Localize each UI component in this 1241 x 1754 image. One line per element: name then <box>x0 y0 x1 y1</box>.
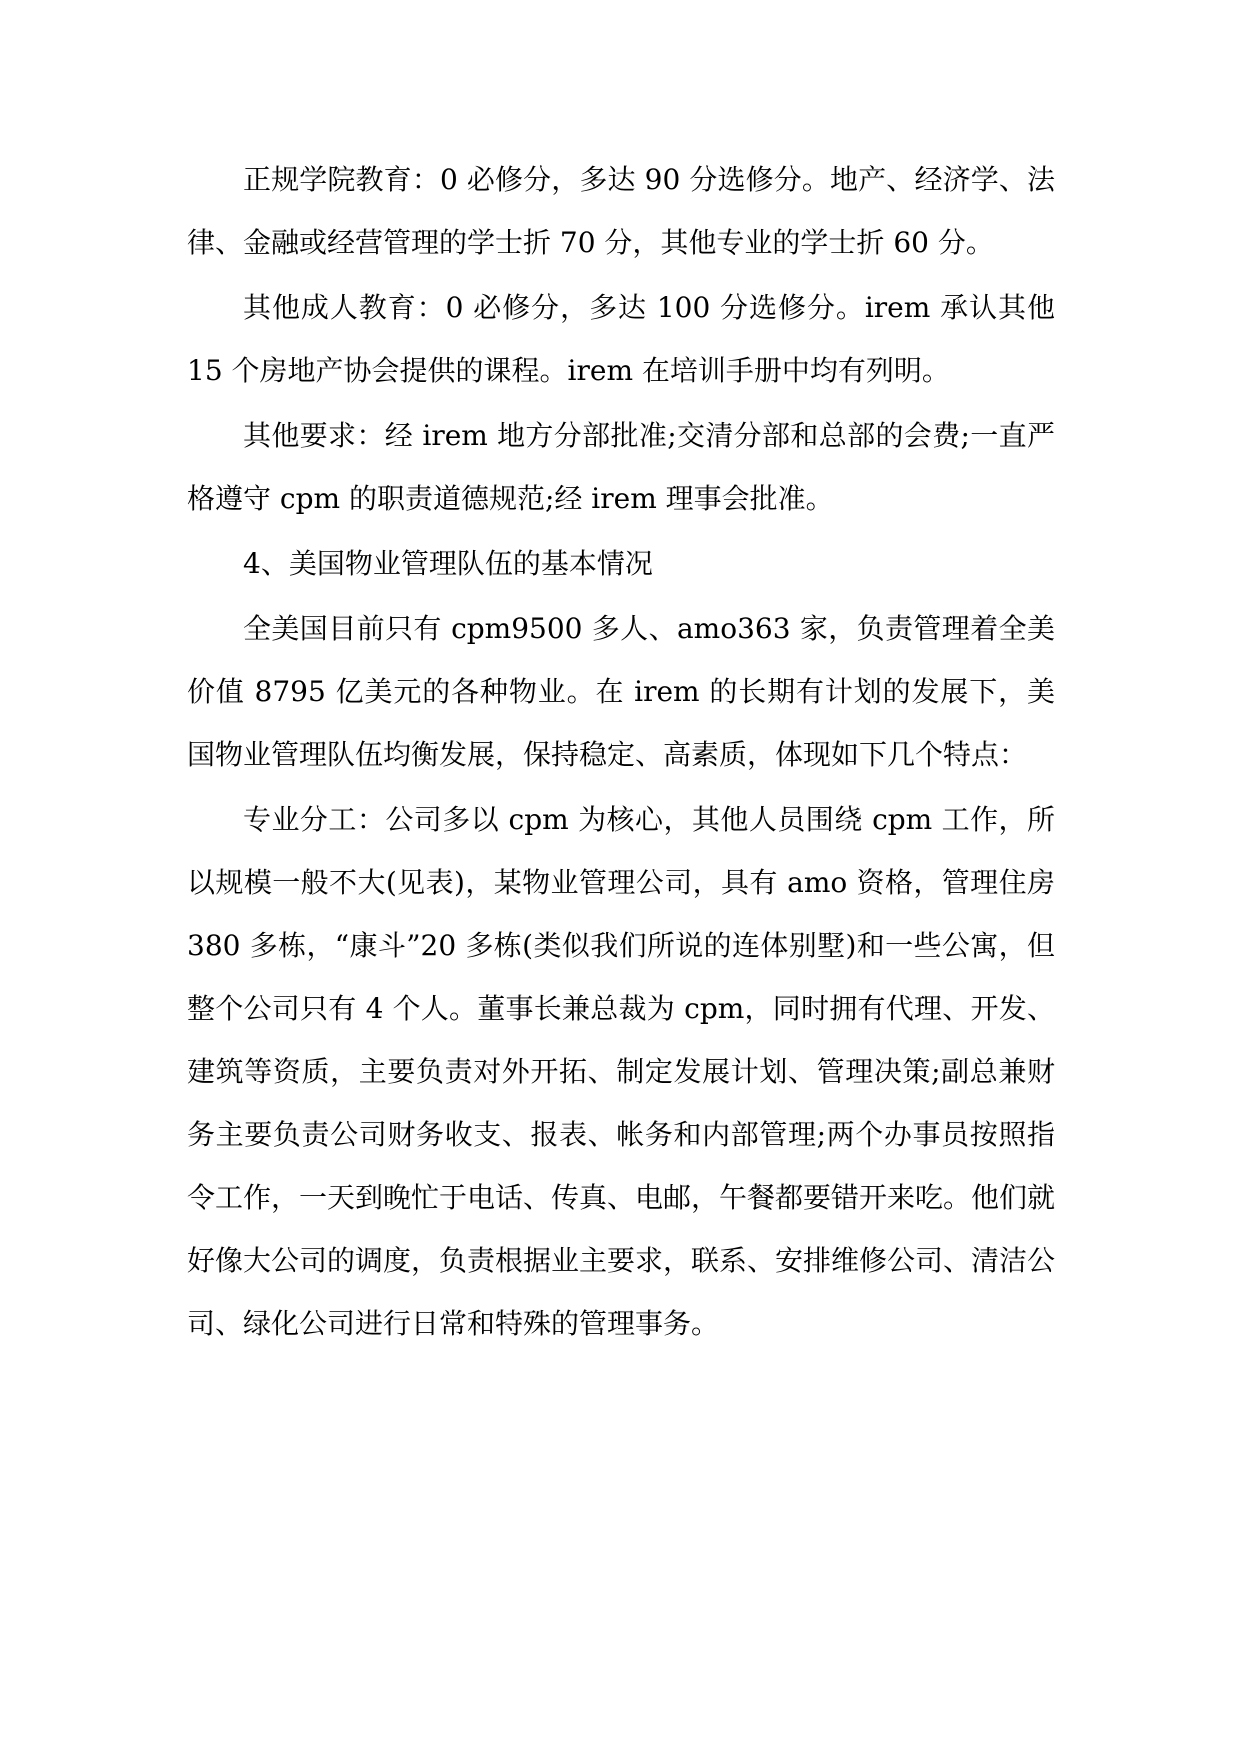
document-body <box>187 148 1055 1357</box>
paragraph-college-education: 正规学院教育：0 必修分，多达 90 分选修分。地产、经济学、法律、金融或经营管理的学士折 70 分，其他专业的学士折 60 分。 <box>187 163 1055 259</box>
paragraph-professional-division: 专业分工：公司多以 cpm 为核心，其他人员围绕 cpm 工作，所以规模一般不大(见表)，某物业管理公司，具有 amo 资格，管理住房 380 多栋，“康斗”20 多栋(类似我们所说的连体别墅)和一些公寓，但整个公司只有 4 个人。董事长兼总裁为 cpm，同时拥有代理、开发、建筑等资质，主要负责对外开拓、制定发展计划、管理决策;副总兼财务主要负责公司财务收支、报表、帐务和内部管理;两个办事员按照指令工作，一天到晚忙于电话、传真、电邮，午餐都要错开来吃。他们就好像大公司的调度，负责根据业主要求，联系、安排维修公司、清洁公司、绿化公司进行日常和特殊的管理事务。 <box>187 803 1056 1340</box>
paragraph-other-requirements: 其他要求：经 irem 地方分部批准;交清分部和总部的会费;一直严格遵守 cpm 的职责道德规范;经 irem 理事会批准。 <box>187 419 1055 515</box>
paragraph-adult-education: 其他成人教育：0 必修分，多达 100 分选修分。irem 承认其他 15 个房地产协会提供的课程。irem 在培训手册中均有列明。 <box>187 291 1055 387</box>
section-heading-basic-situation: 4、美国物业管理队伍的基本情况 <box>243 547 653 580</box>
paragraph-us-property-team: 全美国目前只有 cpm9500 多人、amo363 家，负责管理着全美价值 8795 亿美元的各种物业。在 irem 的长期有计划的发展下，美国物业管理队伍均衡发展，保持稳定、高素质，体现如下几个特点： <box>187 612 1055 771</box>
